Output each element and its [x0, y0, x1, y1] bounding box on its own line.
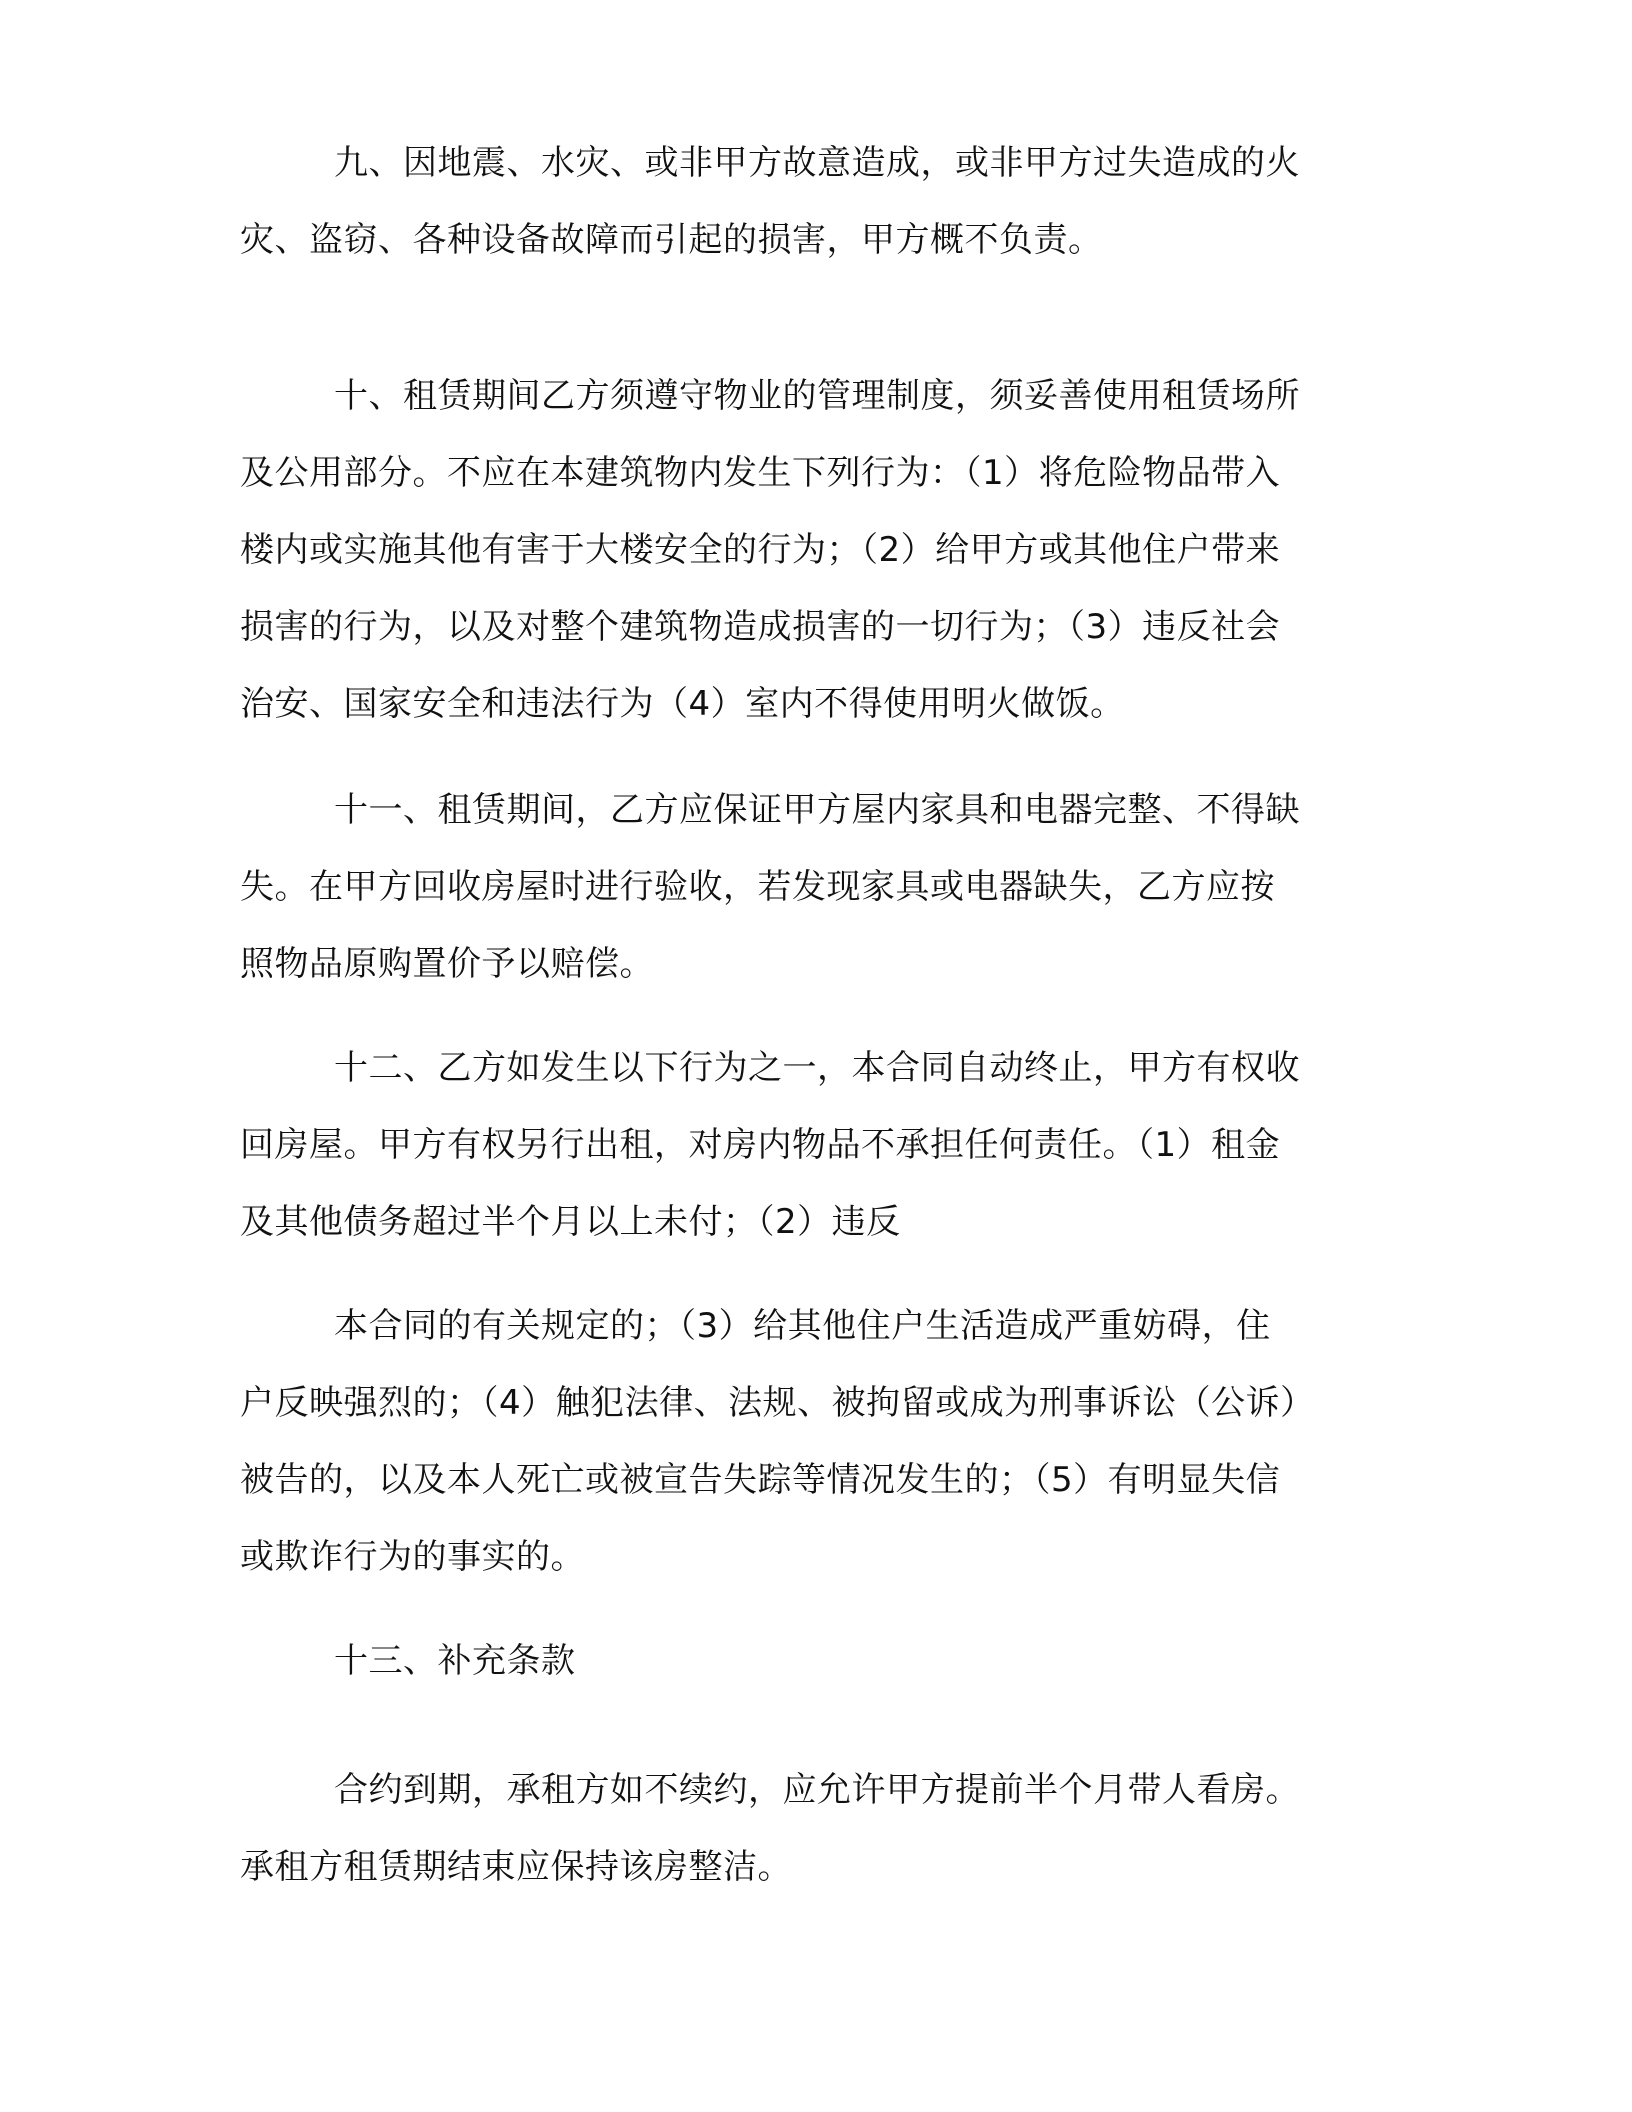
- paragraph-line: 或欺诈行为的事实的。: [240, 1537, 585, 1577]
- paragraph-line: 十二、乙方如发生以下行为之一，本合同自动终止，甲方有权收: [334, 1048, 1300, 1088]
- clause-13-body-paragraph: [240, 1752, 1380, 1906]
- paragraph-line: 及其他债务超过半个月以上未付；（2）违反: [240, 1202, 901, 1242]
- paragraph-line: 本合同的有关规定的；（3）给其他住户生活造成严重妨碍，住: [334, 1306, 1271, 1346]
- paragraph-line: 十一、租赁期间，乙方应保证甲方屋内家具和电器完整、不得缺: [334, 790, 1300, 830]
- clause-13-heading: [240, 1623, 1380, 1700]
- paragraph-line: 治安、国家安全和违法行为（4）室内不得使用明火做饭。: [240, 684, 1125, 724]
- paragraph-line: 九、因地震、水灾、或非甲方故意造成，或非甲方过失造成的火: [334, 143, 1300, 183]
- paragraph-line: 十三、补充条款: [334, 1641, 576, 1681]
- clause-12-paragraph: [240, 1030, 1380, 1261]
- paragraph-line: 户反映强烈的；（4）触犯法律、法规、被拘留或成为刑事诉讼（公诉）: [240, 1383, 1315, 1423]
- clause-11-paragraph: [240, 772, 1380, 1003]
- clause-10-paragraph: [240, 358, 1380, 743]
- paragraph-line: 被告的，以及本人死亡或被宣告失踪等情况发生的；（5）有明显失信: [240, 1460, 1281, 1500]
- paragraph-line: 合约到期，承租方如不续约，应允许甲方提前半个月带人看房。: [334, 1770, 1300, 1810]
- paragraph-line: 失。在甲方回收房屋时进行验收，若发现家具或电器缺失，乙方应按: [240, 867, 1275, 907]
- paragraph-line: 照物品原购置价予以赔偿。: [240, 944, 654, 984]
- paragraph-line: 回房屋。甲方有权另行出租，对房内物品不承担任何责任。（1）租金: [240, 1125, 1281, 1165]
- paragraph-line: 灾、盗窃、各种设备故障而引起的损害，甲方概不负责。: [240, 220, 1103, 260]
- paragraph-line: 楼内或实施其他有害于大楼安全的行为；（2）给甲方或其他住户带来: [240, 530, 1281, 570]
- clause-12-continued-paragraph: [240, 1288, 1380, 1596]
- clause-9-paragraph: [240, 125, 1380, 279]
- paragraph-line: 承租方租赁期结束应保持该房整洁。: [240, 1847, 792, 1887]
- paragraph-line: 及公用部分。不应在本建筑物内发生下列行为：（1）将危险物品带入: [240, 453, 1281, 493]
- paragraph-line: 损害的行为，以及对整个建筑物造成损害的一切行为；（3）违反社会: [240, 607, 1281, 647]
- paragraph-line: 十、租赁期间乙方须遵守物业的管理制度，须妥善使用租赁场所: [334, 376, 1300, 416]
